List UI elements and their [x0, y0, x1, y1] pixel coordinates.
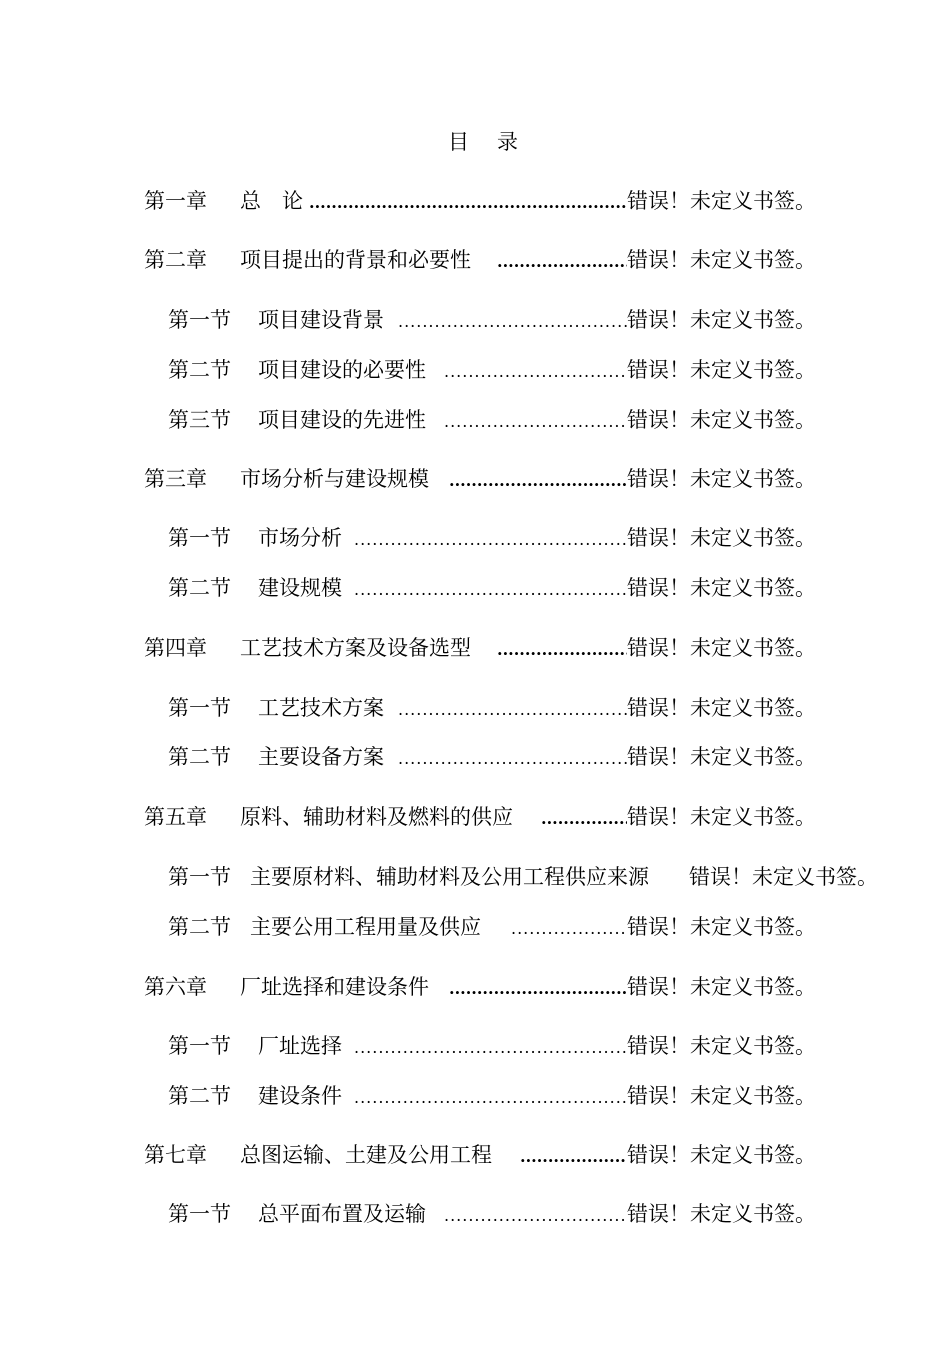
toc-entry-number: 第一节 [168, 696, 231, 720]
toc-leader-dots [354, 1032, 627, 1064]
toc-entry-number: 第三章 [144, 467, 207, 491]
toc-page-ref: 错误！未定义书签。 [627, 248, 816, 272]
toc-page-ref: 错误！未定义书签。 [627, 189, 816, 213]
toc-entry-title: 主要设备方案 [258, 745, 384, 769]
toc-entry-number: 第一节 [168, 865, 231, 889]
toc-page-ref: 错误！未定义书签。 [627, 696, 816, 720]
toc-entry[interactable] [144, 801, 816, 833]
toc-page-ref: 错误！未定义书签。 [627, 915, 816, 939]
toc-entry-title: 市场分析 [258, 526, 342, 550]
toc-entry-title: 总图运输、土建及公用工程 [240, 1143, 492, 1167]
toc-entry[interactable] [168, 522, 816, 554]
toc-page-ref: 错误！未定义书签。 [627, 526, 816, 550]
toc-page-ref: 错误！未定义书签。 [627, 1034, 816, 1058]
toc-entry[interactable] [144, 1139, 816, 1171]
toc-page-ref: 错误！未定义书签。 [627, 358, 816, 382]
toc-entry-title: 工艺技术方案 [258, 696, 384, 720]
toc-leader-dots [354, 524, 627, 556]
toc-leader-dots [511, 913, 627, 945]
toc-page-ref: 错误！未定义书签。 [689, 865, 878, 889]
toc-entry-title: 厂址选择和建设条件 [240, 975, 429, 999]
toc-page-ref: 错误！未定义书签。 [627, 576, 816, 600]
toc-leader-dots [398, 743, 627, 775]
toc-leader-dots [449, 465, 627, 497]
toc-entry-number: 第四章 [144, 636, 207, 660]
toc-leader-dots [444, 1200, 627, 1232]
toc-entry[interactable] [144, 971, 816, 1003]
toc-entry-title: 建设规模 [258, 576, 342, 600]
toc-entry[interactable] [144, 244, 816, 276]
toc-entry-title: 主要公用工程用量及供应 [250, 915, 481, 939]
toc-leader-dots [520, 1141, 627, 1173]
toc-entry-number: 第二节 [168, 576, 231, 600]
toc-leader-dots [354, 1082, 627, 1114]
toc-entry-number: 第六章 [144, 975, 207, 999]
toc-leader-dots [309, 187, 627, 219]
toc-entry[interactable] [168, 1080, 816, 1112]
toc-leader-dots [398, 306, 627, 338]
toc-entry-number: 第一节 [168, 308, 231, 332]
toc-page-ref: 错误！未定义书签。 [627, 1143, 816, 1167]
toc-page-ref: 错误！未定义书签。 [627, 745, 816, 769]
toc-page-ref: 错误！未定义书签。 [627, 408, 816, 432]
toc-entry-title: 工艺技术方案及设备选型 [240, 636, 471, 660]
toc-entry-title: 项目提出的背景和必要性 [240, 248, 471, 272]
toc-entry[interactable] [168, 304, 816, 336]
toc-entry[interactable] [168, 354, 816, 386]
toc-page-ref: 错误！未定义书签。 [627, 308, 816, 332]
toc-entry[interactable] [168, 911, 816, 943]
toc-entry[interactable] [168, 1030, 816, 1062]
toc-entry-number: 第二节 [168, 1084, 231, 1108]
toc-entry-number: 第五章 [144, 805, 207, 829]
toc-entry-title: 项目建设的先进性 [258, 408, 426, 432]
toc-entry[interactable] [168, 741, 816, 773]
toc-entry-title: 项目建设的必要性 [258, 358, 426, 382]
toc-entry-number: 第二节 [168, 915, 231, 939]
toc-entry[interactable] [144, 632, 816, 664]
toc-entry-title: 原料、辅助材料及燃料的供应 [240, 805, 513, 829]
toc-entry[interactable] [168, 572, 816, 604]
toc-page-ref: 错误！未定义书签。 [627, 805, 816, 829]
toc-leader-dots [541, 803, 627, 835]
toc-leader-dots [497, 634, 627, 666]
toc-entry[interactable] [168, 861, 898, 893]
toc-leader-dots [398, 694, 627, 726]
toc-entry[interactable] [144, 463, 816, 495]
toc-leader-dots [444, 406, 627, 438]
toc-entry-number: 第一节 [168, 1202, 231, 1226]
toc-entry-title: 市场分析与建设规模 [240, 467, 429, 491]
toc-page-ref: 错误！未定义书签。 [627, 467, 816, 491]
toc-entry-number: 第七章 [144, 1143, 207, 1167]
toc-leader-dots [444, 356, 627, 388]
toc-entry-title: 总平面布置及运输 [258, 1202, 426, 1226]
toc-title: 目录 [448, 130, 546, 154]
toc-entry-title: 主要原材料、辅助材料及公用工程供应来源 [250, 865, 649, 889]
toc-entry-number: 第一节 [168, 526, 231, 550]
toc-entry[interactable] [168, 1198, 816, 1230]
toc-leader-dots [497, 246, 627, 278]
toc-entry-title: 建设条件 [258, 1084, 342, 1108]
toc-entry-title: 厂址选择 [258, 1034, 342, 1058]
toc-entry[interactable] [168, 692, 816, 724]
toc-page-ref: 错误！未定义书签。 [627, 975, 816, 999]
toc-page-ref: 错误！未定义书签。 [627, 1084, 816, 1108]
toc-entry[interactable] [144, 185, 816, 217]
toc-leader-dots [449, 973, 627, 1005]
toc-entry-number: 第二节 [168, 745, 231, 769]
toc-entry-title: 项目建设背景 [258, 308, 384, 332]
toc-entry[interactable] [168, 404, 816, 436]
toc-page-ref: 错误！未定义书签。 [627, 1202, 816, 1226]
toc-page-ref: 错误！未定义书签。 [627, 636, 816, 660]
toc-entry-number: 第一章 [144, 189, 207, 213]
toc-entry-number: 第二节 [168, 358, 231, 382]
toc-entry-number: 第一节 [168, 1034, 231, 1058]
toc-entry-number: 第二章 [144, 248, 207, 272]
toc-entry-number: 第三节 [168, 408, 231, 432]
toc-entry-title: 总 论 [240, 189, 303, 213]
toc-leader-dots [354, 574, 627, 606]
